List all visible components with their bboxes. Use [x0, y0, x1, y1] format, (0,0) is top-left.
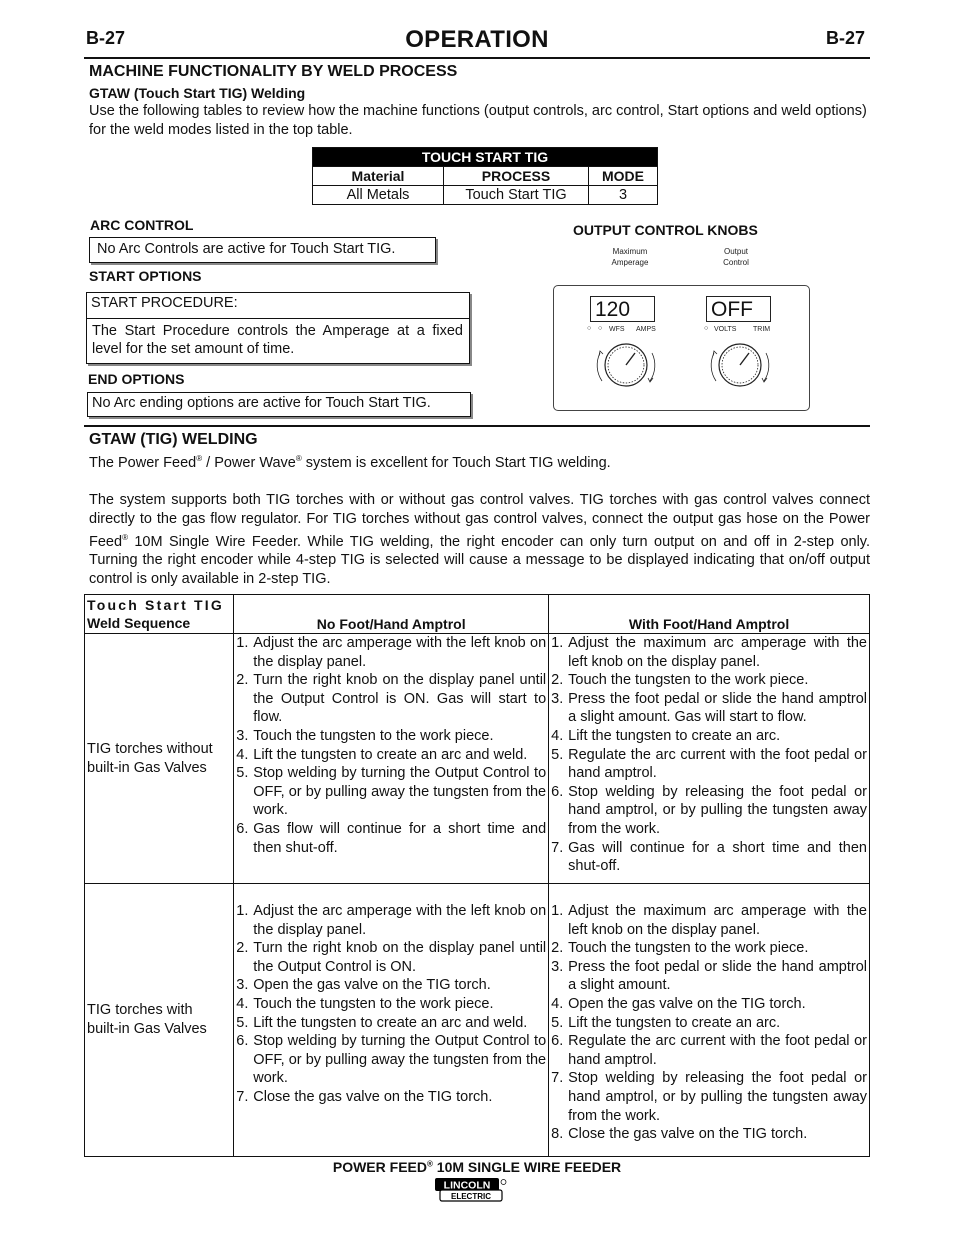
- row-label-with-gas-valves: TIG torches with built-in Gas Valves: [85, 884, 234, 1157]
- step-number: 3.: [236, 727, 249, 744]
- step-number: 7.: [236, 1088, 249, 1105]
- touch-start-mode-table: [312, 147, 658, 205]
- step-number: 1.: [551, 903, 564, 919]
- step-item: [234, 1014, 546, 1033]
- step-item: [549, 839, 867, 876]
- page-number-left: B-27: [86, 28, 126, 48]
- step-item: [549, 995, 867, 1014]
- step-text: Adjust the maximum arc amperage with the left knob on the display panel.: [568, 635, 867, 670]
- step-number: 5.: [551, 746, 564, 763]
- step-item: [549, 727, 867, 746]
- amperage-display: 120: [590, 296, 655, 322]
- maximum-amperage-caption: Maximum Amperage: [611, 247, 649, 267]
- arc-control-label: ARC CONTROL: [90, 217, 194, 233]
- step-text: Close the gas valve on the TIG torch.: [253, 1088, 493, 1105]
- step-number: 6.: [236, 1033, 249, 1050]
- output-display: OFF: [706, 296, 771, 322]
- step-item: [549, 1069, 867, 1125]
- column-header-with-foot-amptrol: With Foot/Hand Amptrol: [549, 595, 870, 634]
- step-text: Touch the tungsten to the work piece.: [568, 940, 809, 957]
- lincoln-electric-logo: [434, 1177, 508, 1203]
- column-header-process: PROCESS: [444, 167, 589, 186]
- step-item: [234, 1088, 546, 1107]
- step-number: 4.: [551, 995, 564, 1012]
- section-heading: MACHINE FUNCTIONALITY BY WELD PROCESS: [89, 63, 458, 80]
- amps-indicator: AMPS: [636, 326, 656, 333]
- row-label-without-gas-valves: TIG torches without built-in Gas Valves: [85, 634, 234, 884]
- step-number: 1.: [236, 635, 249, 651]
- step-text: Press the foot pedal or slide the hand amptrol a slight amount.: [568, 958, 867, 994]
- step-item: [234, 995, 546, 1014]
- step-item: [549, 902, 867, 939]
- left-knob-icon: [590, 335, 662, 391]
- step-number: 2.: [551, 672, 564, 689]
- right-knob-icon: [704, 335, 776, 391]
- gtaw-paragraph-1: The Power Feed® / Power Wave® system is excellent for Touch Start TIG welding.: [89, 454, 611, 471]
- step-item: [234, 939, 546, 976]
- step-item: [234, 1032, 546, 1088]
- svg-text:LINCOLN: LINCOLN: [443, 1179, 491, 1192]
- step-number: 1.: [236, 903, 249, 919]
- step-item: [234, 671, 546, 727]
- step-text: Stop welding by releasing the foot pedal or hand amptrol, or by pulling the tungsten away from the work.: [568, 783, 867, 837]
- steps-no-foot-without-valves: [234, 634, 549, 884]
- indicator-led-icon: ○: [704, 325, 709, 332]
- start-options-label: START OPTIONS: [89, 268, 202, 284]
- gtaw-heading: GTAW (TIG) WELDING: [89, 431, 258, 448]
- step-number: 5.: [236, 765, 249, 782]
- step-number: 2.: [236, 940, 249, 957]
- start-procedure-text: The Start Procedure controls the Amperage at a fixed level for the set amount of time.: [92, 323, 463, 357]
- indicator-led-icon: ○: [587, 325, 592, 332]
- step-number: 5.: [551, 1014, 564, 1031]
- step-text: Lift the tungsten to create an arc.: [568, 1014, 781, 1031]
- start-options-box: [86, 292, 470, 364]
- step-item: [549, 1032, 867, 1069]
- step-item: [234, 902, 546, 939]
- step-number: 3.: [551, 958, 564, 975]
- step-number: 4.: [236, 746, 249, 763]
- table-header: TOUCH START TIG: [313, 148, 658, 167]
- step-item: [549, 1125, 867, 1144]
- volts-indicator: VOLTS: [714, 326, 737, 333]
- sub-heading: GTAW (Touch Start TIG) Welding: [89, 85, 306, 101]
- end-options-box: No Arc ending options are active for Touch Start TIG.: [87, 392, 471, 417]
- step-item: [549, 958, 867, 995]
- step-text: Lift the tungsten to create an arc.: [568, 727, 781, 744]
- end-options-label: END OPTIONS: [88, 371, 185, 387]
- step-item: [234, 764, 546, 820]
- step-number: 6.: [236, 820, 249, 837]
- step-number: 5.: [236, 1014, 249, 1031]
- step-number: 2.: [551, 940, 564, 957]
- gtaw-paragraph-2: The system supports both TIG torches with or without gas control valves. TIG torches with gas control valves connect directly to the gas flow regulator. For TIG torches without gas control valves, connect the output gas hose on the Power Feed® 10M Single Wire Feeder. While TIG welding, the right encoder can only turn output on and off in 2-step only. Turning the right encoder while 4-step TIG is selected will cause a message to be displayed indicating that on/off output control is only available in 2-step TIG.: [89, 492, 870, 588]
- steps-with-foot-with-valves: [549, 884, 870, 1157]
- step-text: Gas will continue for a short time and then shut-off.: [568, 839, 867, 875]
- step-item: [549, 1014, 867, 1033]
- indicator-led-icon: ○: [598, 325, 603, 332]
- cell-process: Touch Start TIG: [444, 186, 589, 205]
- step-text: Open the gas valve on the TIG torch.: [253, 977, 491, 994]
- corner-header: Touch Start TIG Weld Sequence: [85, 595, 234, 634]
- start-procedure-label: START PROCEDURE:: [87, 293, 469, 319]
- step-number: 7.: [551, 1070, 564, 1087]
- step-number: 4.: [551, 727, 564, 744]
- step-item: [234, 727, 546, 746]
- output-control-caption: Output Control: [723, 247, 749, 267]
- step-item: [234, 976, 546, 995]
- step-text: Lift the tungsten to create an arc and weld.: [253, 1014, 528, 1031]
- trim-indicator: TRIM: [753, 326, 771, 333]
- cell-material: All Metals: [313, 186, 444, 205]
- steps-no-foot-with-valves: [234, 884, 549, 1157]
- step-text: Regulate the arc current with the foot pedal or hand amptrol.: [568, 746, 867, 782]
- step-text: Turn the right knob on the display panel until the Output Control is ON.: [253, 940, 547, 975]
- step-text: Stop welding by turning the Output Control to OFF, or by pulling away the tungsten from the work.: [253, 1033, 547, 1087]
- weld-sequence-table: [84, 594, 870, 1157]
- step-text: Touch the tungsten to the work piece.: [568, 672, 809, 689]
- step-text: Gas flow will continue for a short time and then shut-off.: [253, 820, 547, 856]
- step-text: Turn the right knob on the display panel until the Output Control is ON. Gas will start to flow.: [253, 672, 547, 726]
- step-text: Adjust the maximum arc amperage with the left knob on the display panel.: [568, 903, 867, 938]
- step-item: [234, 634, 546, 671]
- step-item: [549, 690, 867, 727]
- step-text: Lift the tungsten to create an arc and weld.: [253, 746, 528, 763]
- step-number: 2.: [236, 672, 249, 689]
- page-number-right: B-27: [826, 28, 866, 48]
- step-text: Close the gas valve on the TIG torch.: [568, 1126, 808, 1143]
- middle-divider: [84, 425, 870, 427]
- step-text: Stop welding by turning the Output Control to OFF, or by pulling away the tungsten from the work.: [253, 765, 547, 819]
- step-number: 1.: [551, 635, 564, 651]
- column-header-no-foot-amptrol: No Foot/Hand Amptrol: [234, 595, 549, 634]
- steps-with-foot-without-valves: [549, 634, 870, 884]
- column-header-material: Material: [313, 167, 444, 186]
- step-text: Press the foot pedal or slide the hand amptrol a slight amount. Gas will start to flow.: [568, 690, 867, 726]
- arc-control-box: No Arc Controls are active for Touch Start TIG.: [89, 237, 436, 263]
- step-number: 3.: [236, 977, 249, 994]
- cell-mode: 3: [589, 186, 658, 205]
- step-text: Regulate the arc current with the foot pedal or hand amptrol.: [568, 1033, 867, 1068]
- step-item: [549, 783, 867, 839]
- step-number: 7.: [551, 839, 564, 856]
- output-control-knobs-label: OUTPUT CONTROL KNOBS: [573, 222, 758, 238]
- svg-text:ELECTRIC: ELECTRIC: [451, 1192, 491, 1201]
- step-text: Stop welding by releasing the foot pedal or hand amptrol, or by pulling the tungsten away from the work.: [568, 1070, 867, 1124]
- wfs-indicator: WFS: [609, 326, 625, 333]
- step-item: [549, 939, 867, 958]
- step-number: 6.: [551, 783, 564, 800]
- step-text: Touch the tungsten to the work piece.: [253, 727, 494, 744]
- step-number: 8.: [551, 1126, 564, 1143]
- footer-product-name: POWER FEED® 10M SINGLE WIRE FEEDER: [332, 1159, 622, 1175]
- step-text: Adjust the arc amperage with the left knob on the display panel.: [253, 903, 547, 938]
- step-text: Touch the tungsten to the work piece.: [253, 995, 494, 1012]
- step-number: 3.: [551, 690, 564, 707]
- step-item: [234, 746, 546, 765]
- step-number: 6.: [551, 1033, 564, 1050]
- intro-paragraph: Use the following tables to review how the machine functions (output controls, arc control, Start options and weld options) for the weld modes listed in the top table.: [89, 103, 867, 138]
- top-divider: [84, 57, 870, 59]
- step-text: Open the gas valve on the TIG torch.: [568, 995, 806, 1012]
- step-number: 4.: [236, 995, 249, 1012]
- step-item: [549, 634, 867, 671]
- page-title: OPERATION: [405, 26, 549, 53]
- step-text: Adjust the arc amperage with the left knob on the display panel.: [253, 635, 547, 670]
- step-item: [549, 671, 867, 690]
- column-header-mode: MODE: [589, 167, 658, 186]
- step-item: [549, 746, 867, 783]
- step-item: [234, 820, 546, 857]
